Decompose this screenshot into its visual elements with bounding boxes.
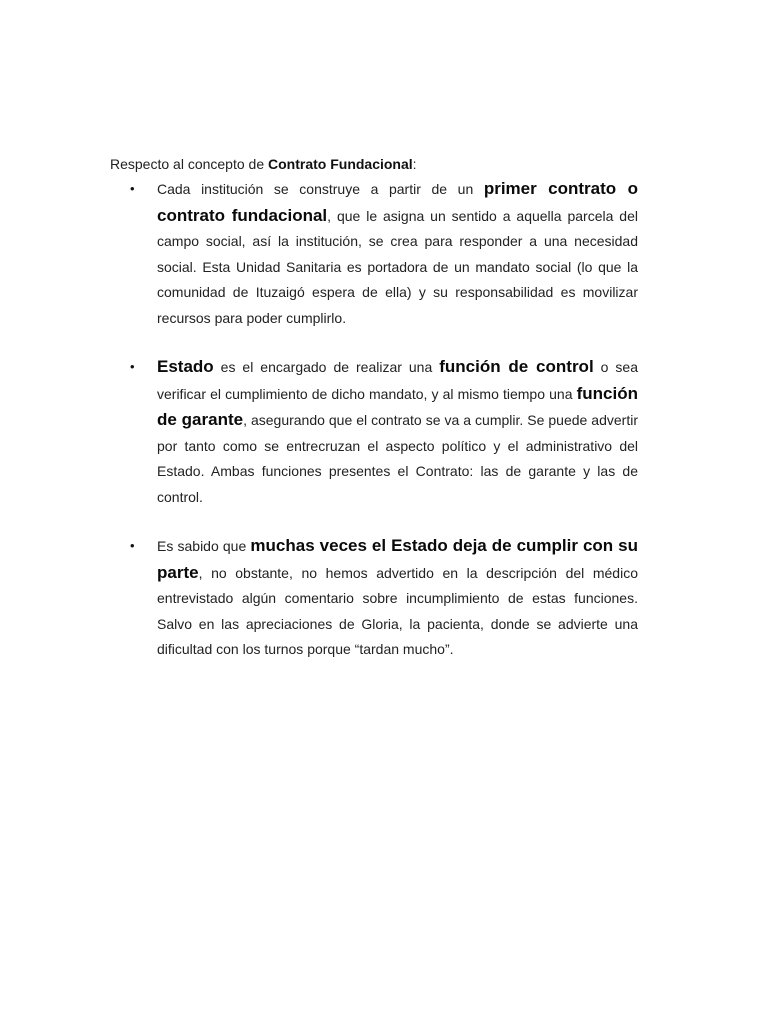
bullet-dot-icon: • xyxy=(130,538,135,553)
bullet-item-incumplimiento xyxy=(128,533,638,663)
item-emphasis: función de garante xyxy=(157,383,638,429)
item-text: Es sabido que xyxy=(157,538,251,554)
bullet-dot-icon: • xyxy=(130,181,135,196)
intro-colon: : xyxy=(412,156,417,172)
bullet-item-estado xyxy=(128,354,638,510)
intro-bold-term: Contrato Fundacional xyxy=(268,156,413,172)
item-text: es el encargado de realizar una xyxy=(213,359,440,375)
intro-text: Respecto al concepto de xyxy=(110,156,268,172)
item-emphasis: Estado xyxy=(157,357,214,376)
item-emphasis: función de control xyxy=(439,357,594,376)
item-text: , que le asigna un sentido a aquella parcela del campo social, así la institución, se crea para responder a una necesidad social. Esta Unidad Sanitaria es portadora de un mandato social (lo que la comunidad de Ituzaigó espera de ella) y su responsabilidad es movilizar recursos para poder cumplirlo. xyxy=(157,207,638,326)
bullet-item-contrato xyxy=(128,176,638,331)
item-emphasis: primer contrato o contrato fundacional xyxy=(157,179,638,225)
item-text: , asegurando que el contrato se va a cumplir. Se puede advertir por tanto como se entrecruzan el aspecto político y el administrativo del Estado. Ambas funciones presentes el Contrato: las de garante y las de control. xyxy=(157,412,638,505)
bullet-dot-icon: • xyxy=(130,359,135,374)
item-text: , no obstante, no hemos advertido en la descripción del médico entrevistado algún comentario sobre incumplimiento de estas funciones. Salvo en las apreciaciones de Gloria, la pacienta, donde se advierte una dificultad con los turnos porque “tardan mucho”. xyxy=(157,564,638,657)
item-text: Cada institución se construye a partir de un xyxy=(157,181,484,197)
item-text: o sea verificar el cumplimiento de dicho mandato, y al mismo tiempo una xyxy=(157,359,638,402)
item-emphasis: muchas veces el Estado deja de cumplir con su parte xyxy=(157,536,639,582)
bullet-list xyxy=(128,176,638,686)
intro-paragraph xyxy=(110,155,670,173)
